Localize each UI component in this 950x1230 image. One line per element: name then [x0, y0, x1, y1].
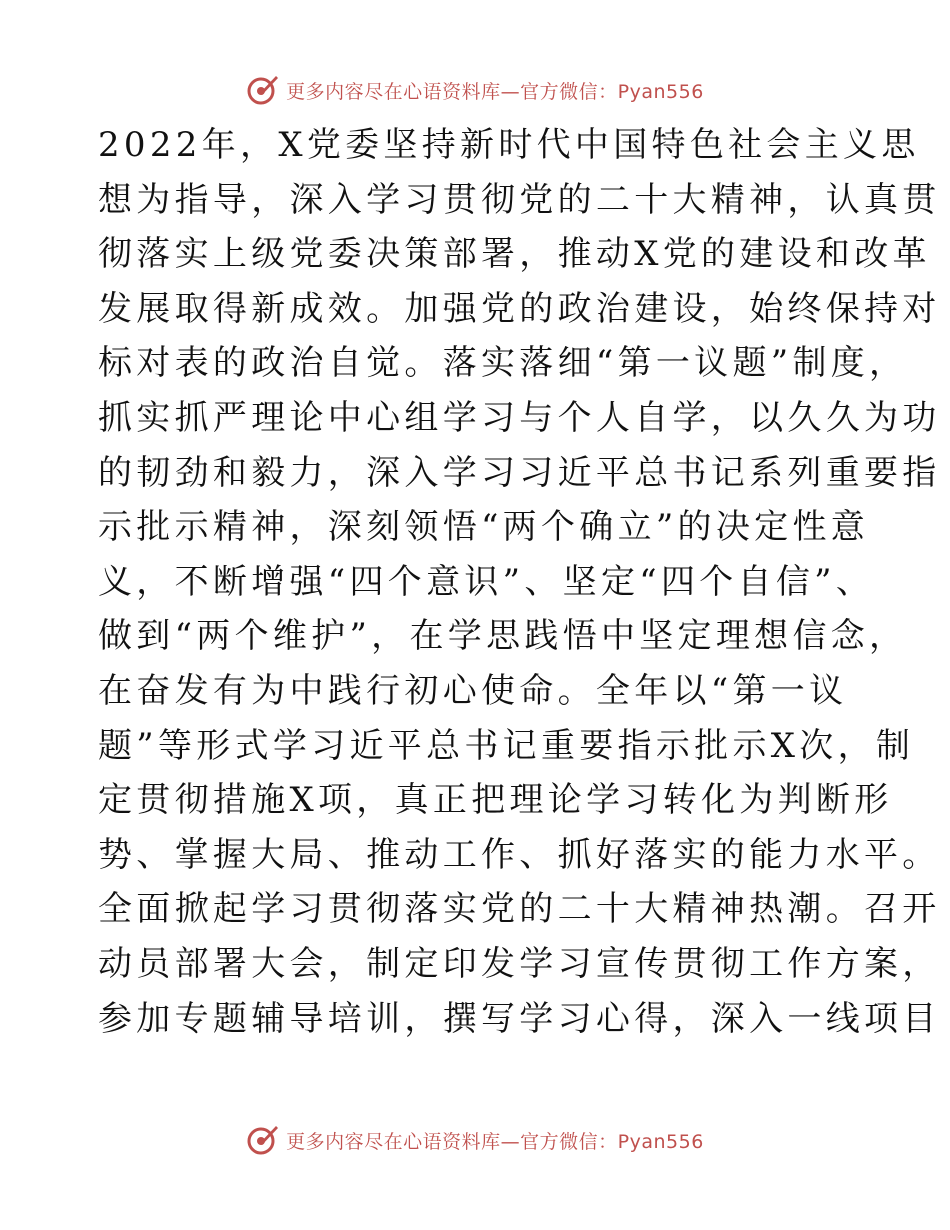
watermark-header	[0, 70, 950, 110]
text-line: 的韧劲和毅力，深入学习习近平总书记系列重要指	[98, 452, 941, 493]
text-line: 势、掌握大局、推动工作、抓好落实的能力水平。	[98, 834, 941, 875]
document-body	[98, 118, 941, 1046]
text-line: 做到“两个维护”，在学思践悟中坚定理想信念，	[98, 616, 908, 657]
text-line: 题”等形式学习近平总书记重要指示批示X次，制	[98, 725, 915, 766]
text-line: 义，不断增强“四个意识”、坚定“四个自信”、	[98, 561, 875, 602]
watermark-footer	[0, 1120, 950, 1160]
text-line: 抓实抓严理论中心组学习与个人自学，以久久为功	[98, 397, 941, 438]
text-line: 定贯彻措施X项，真正把理论学习转化为判断形	[98, 780, 893, 821]
quill-logo-icon	[246, 73, 280, 107]
watermark-text: 更多内容尽在心语资料库—官方微信：Pyan556	[286, 1130, 704, 1153]
watermark-text: 更多内容尽在心语资料库—官方微信：Pyan556	[286, 80, 704, 103]
text-line: 示批示精神，深刻领悟“两个确立”的决定性意	[98, 507, 870, 548]
text-line: 想为指导，深入学习贯彻党的二十大精神，认真贯	[98, 179, 941, 220]
text-line: 标对表的政治自觉。落实落细“第一议题”制度，	[98, 343, 908, 384]
text-line: 在奋发有为中践行初心使命。全年以“第一议	[98, 670, 848, 711]
text-line: 全面掀起学习贯彻落实党的二十大精神热潮。召开	[98, 889, 941, 930]
text-line: 参加专题辅导培训，撰写学习心得，深入一线项目	[98, 998, 941, 1039]
text-line: 发展取得新成效。加强党的政治建设，始终保持对	[98, 288, 941, 329]
text-line: 2022年，X党委坚持新时代中国特色社会主义思	[98, 125, 920, 165]
quill-logo-icon	[246, 1123, 280, 1157]
text-line: 彻落实上级党委决策部署，推动X党的建设和改革	[98, 234, 931, 275]
text-line: 动员部署大会，制定印发学习宣传贯彻工作方案，	[98, 943, 941, 984]
